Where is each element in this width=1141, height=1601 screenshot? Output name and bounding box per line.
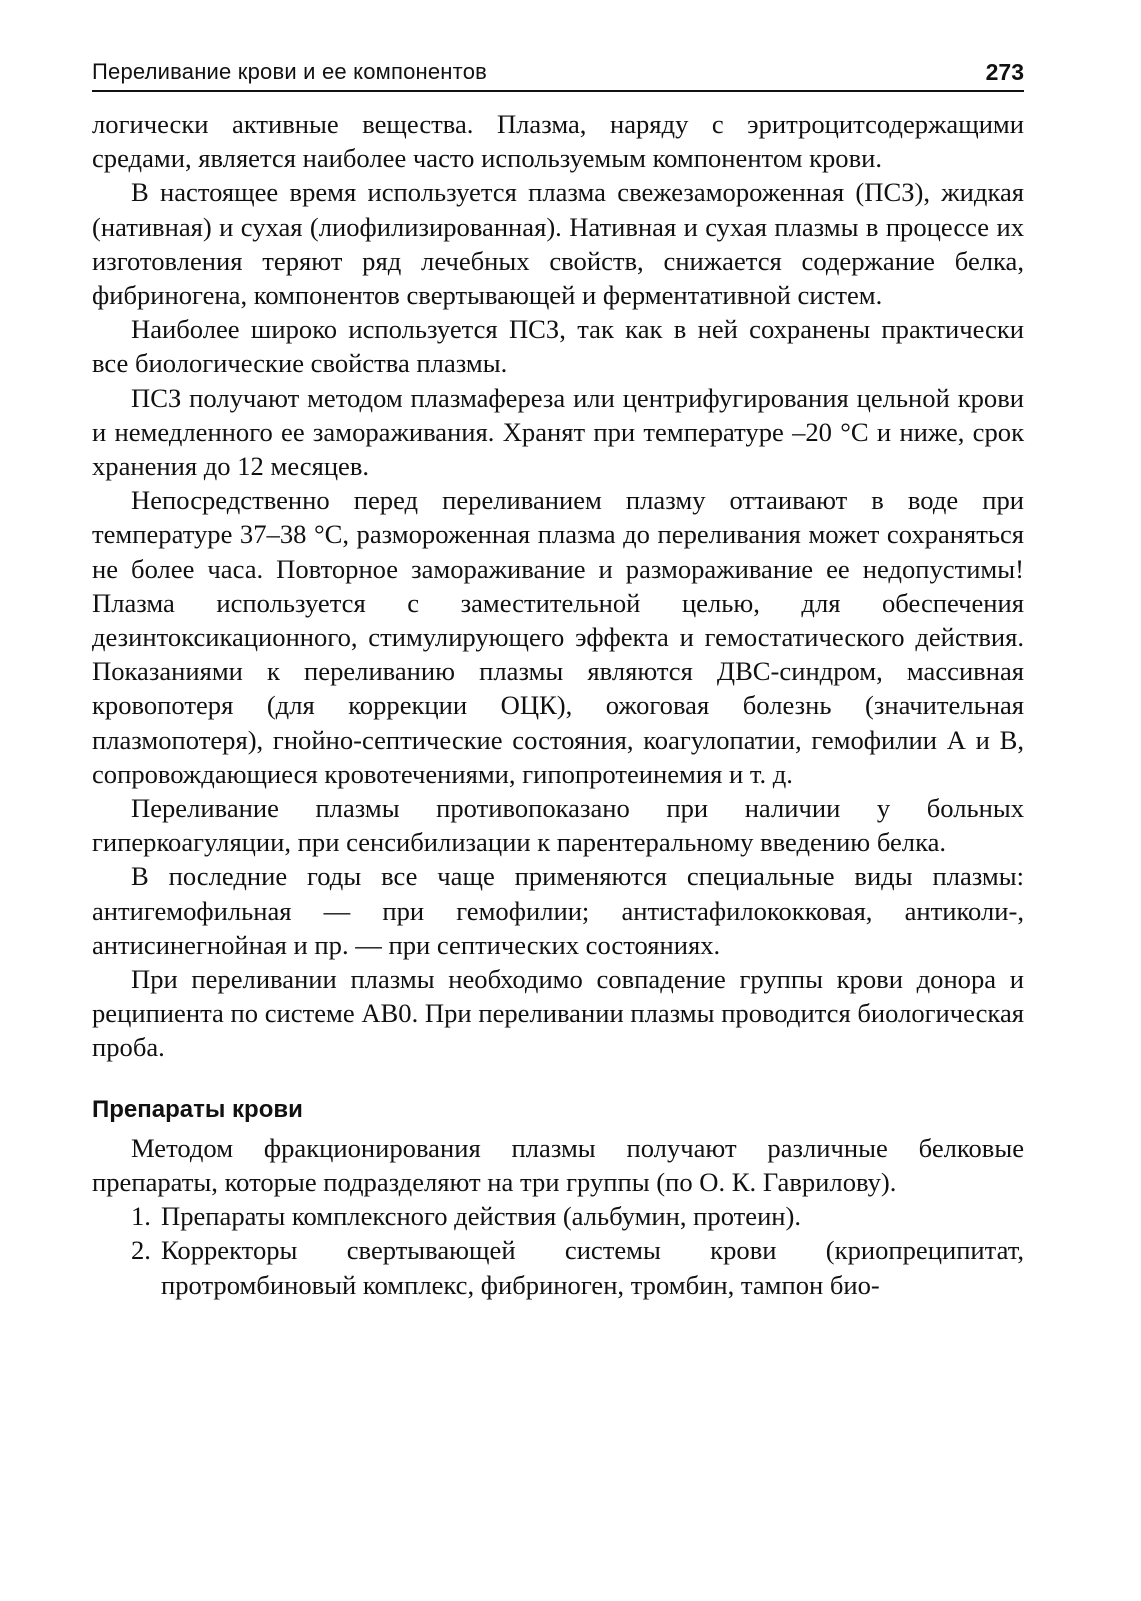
- list-item: [92, 1233, 1024, 1301]
- list-item-text: Корректоры свертывающей системы крови (криопреципитат, протромбиновый комплекс, фибриноген, тромбин, тампон био-: [161, 1235, 1024, 1300]
- paragraph-special-plasma: В последние годы все чаще применяются специальные виды плазмы: антигемофильная — при гемофилии; антистафилококковая, антиколи-, антисинегнойная и пр. — при септических состояниях.: [92, 861, 1024, 960]
- preparation-groups-list: [92, 1199, 1024, 1302]
- book-page: [92, 58, 1024, 1302]
- paragraph-contraindications: Переливание плазмы противопоказано при наличии у больных гиперкоагуляции, при сенсибилизации к парентеральному введению белка.: [92, 793, 1024, 858]
- running-title: Переливание крови и ее компонентов: [92, 59, 488, 84]
- running-header: [92, 58, 1024, 92]
- section-heading: Препараты крови: [92, 1095, 303, 1123]
- section-intro: Методом фракционирования плазмы получают различные белковые препараты, которые подразделяют на три группы (по О. К. Гаврилову).: [92, 1132, 1024, 1197]
- paragraph-transfusion-indications: Непосредственно перед переливанием плазму оттаивают в воде при температуре 37–38 °С, размороженная плазма до переливания может сохраняться не более часа. Повторное замораживание и размораживание ее недопустимы! Плазма используется с заместительной целью, для обеспечения дезинтоксикационного, стимулирующего эффекта и гемостатического действия. Показаниями к переливанию плазмы являются ДВС-синдром, массивная кровопотеря (для коррекции ОЦК), ожоговая болезнь (значительная плазмопотеря), гнойно-септические состояния, коагулопатии, гемофилии А и В, сопровождающиеся кровотечениями, гипопротеинемия и т. д.: [92, 485, 1024, 789]
- page-body: [92, 107, 1024, 1302]
- page-number: 273: [985, 59, 1024, 85]
- list-item-number: 2.: [131, 1235, 151, 1266]
- paragraph-compatibility: При переливании плазмы необходимо совпадение группы крови донора и реципиента по системе АВ0. При переливании плазмы проводится биологическая проба.: [92, 964, 1024, 1063]
- paragraph-psz-usage: Наиболее широко используется ПСЗ, так как в ней сохранены практически все биологические свойства плазмы.: [92, 314, 1024, 379]
- list-item-number: 1.: [131, 1201, 151, 1232]
- list-item-text: Препараты комплексного действия (альбумин, протеин).: [161, 1201, 802, 1232]
- paragraph-plasma-types: В настоящее время используется плазма свежезамороженная (ПСЗ), жидкая (нативная) и сухая (лиофилизированная). Нативная и сухая плазмы в процессе их изготовления теряют ряд лечебных свойств, снижается содержание белка, фибриногена, компонентов свертывающей и ферментативной систем.: [92, 177, 1024, 311]
- paragraph-continuation: логически активные вещества. Плазма, наряду с эритроцитсодержащими средами, является наиболее часто используемым компонентом крови.: [92, 109, 1024, 174]
- list-item: [92, 1199, 1024, 1233]
- paragraph-psz-storage: ПСЗ получают методом плазмафереза или центрифугирования цельной крови и немедленного ее замораживания. Хранят при температуре –20 °С и ниже, срок хранения до 12 месяцев.: [92, 382, 1024, 482]
